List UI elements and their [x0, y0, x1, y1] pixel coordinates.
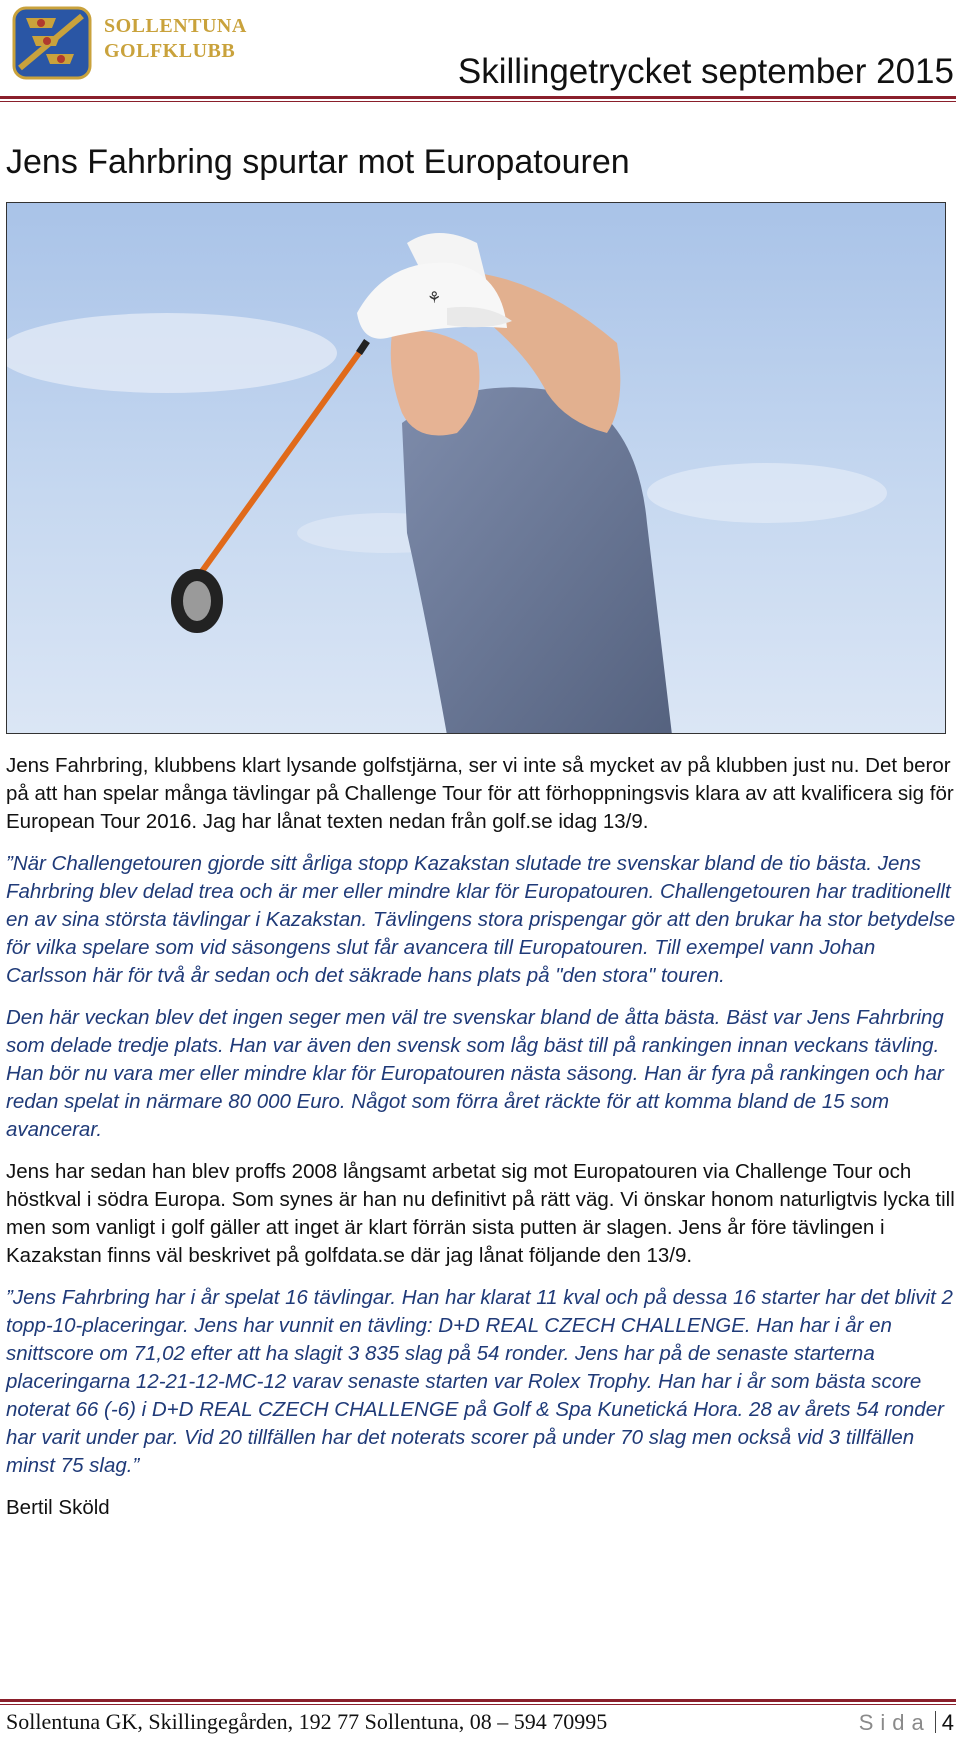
article-quote-paragraph: ”När Challengetouren gjorde sitt årliga stopp Kazakstan slutade tre svenskar bland de tio bästa. Jens Fahrbring blev delad trea och är mer eller mindre klar för Europatouren. Challengetouren har traditionellt en av sina största tävlingar i Kazakstan. Tävlingens stora prispengar gör att den brukar ha stor betydelse för vilka spelare som vid säsongens slut får avancera till Europatouren. Till exempel vann Johan Carlsson här för två år sedan och det säkrade hans plats på "den stora" touren.: [6, 852, 956, 987]
article-quote-paragraph: ”Jens Fahrbring har i år spelat 16 tävlingar. Han har klarat 11 kval och på dessa 16 starter har det blivit 2 topp-10-placeringar. Jens har vunnit en tävling: D+D REAL CZECH CHALLENGE. Han har i år en snittscore om 71,02 efter att ha slagit 3 835 slag på 54 ronder. Jens har på de senaste starterna placeringarna 12-21-12-MC-12 varav senaste starten var Rolex Trophy. Han har i år som bästa score noterat 66 (-6) i D+D REAL CZECH CHALLENGE på Golf & Spa Kunetická Hora. 28 av årets 54 ronder har varit under par. Vid 20 tillfällen har det noterats scorer på under 70 slag men också vid 3 tillfällen minst 75 slag.”: [6, 1286, 953, 1477]
club-name-line2: GOLFKLUBB: [104, 40, 236, 62]
svg-text:⚘: ⚘: [427, 290, 442, 307]
page-header: [0, 0, 960, 108]
page-number: 4: [941, 1710, 954, 1735]
article-paragraph: Jens har sedan han blev proffs 2008 långsamt arbetat sig mot Europatouren via Challenge Tour och höstkval i södra Europa. Som synes är han nu definitivt på rätt väg. Vi önskar honom naturligtvis lycka till men som vanligt i golf gäller att inget är klart förrän sista putten är slagen. Jens år före tävlingen i Kazakstan finns väl beskrivet på golfdata.se där jag lånat följande den 13/9.: [6, 1160, 955, 1267]
article-signature: Bertil Sköld: [6, 1496, 110, 1519]
club-logo-icon: [12, 6, 92, 80]
club-name-line1: SOLLENTUNA: [104, 15, 247, 37]
page-label: Sida: [858, 1710, 931, 1735]
header-rule-thin: [0, 101, 956, 102]
page-divider: [935, 1711, 936, 1733]
club-name: [104, 14, 247, 64]
footer-rule: [0, 1699, 956, 1702]
article-quote-paragraph: Den här veckan blev det ingen seger men väl tre svenskar bland de åtta bästa. Bäst var Jens Fahrbring som delade tredje plats. Han var även den svensk som låg bäst till på rankingen innan veckans tävling. Han bör nu vara mer eller mindre klar för Europatouren nästa säsong. Han är fyra på rankingen och har redan spelat in närmare 80 000 Euro. Något som förra året räckte för att komma bland de 15 som avancerar.: [6, 1006, 944, 1141]
article-title: Jens Fahrbring spurtar mot Europatouren: [6, 143, 630, 181]
article-paragraph: Jens Fahrbring, klubbens klart lysande golfstjärna, ser vi inte så mycket av på klubben just nu. Det beror på att han spelar många tävlingar på Challenge Tour för att förhoppningsvis klara av att kvalificera sig för European Tour 2016. Jag har lånat texten nedan från golf.se idag 13/9.: [6, 754, 954, 833]
page-number-block: [859, 1710, 954, 1736]
article-photo: [6, 202, 946, 734]
footer-rule-thin: [0, 1704, 956, 1705]
article-body: [6, 752, 956, 1536]
footer-address: Sollentuna GK, Skillingegården, 192 77 Sollentuna, 08 – 594 70995: [6, 1709, 608, 1734]
issue-title: Skillingetrycket september 2015: [457, 52, 954, 91]
golfer-photo: [7, 203, 946, 734]
header-rule: [0, 96, 956, 99]
